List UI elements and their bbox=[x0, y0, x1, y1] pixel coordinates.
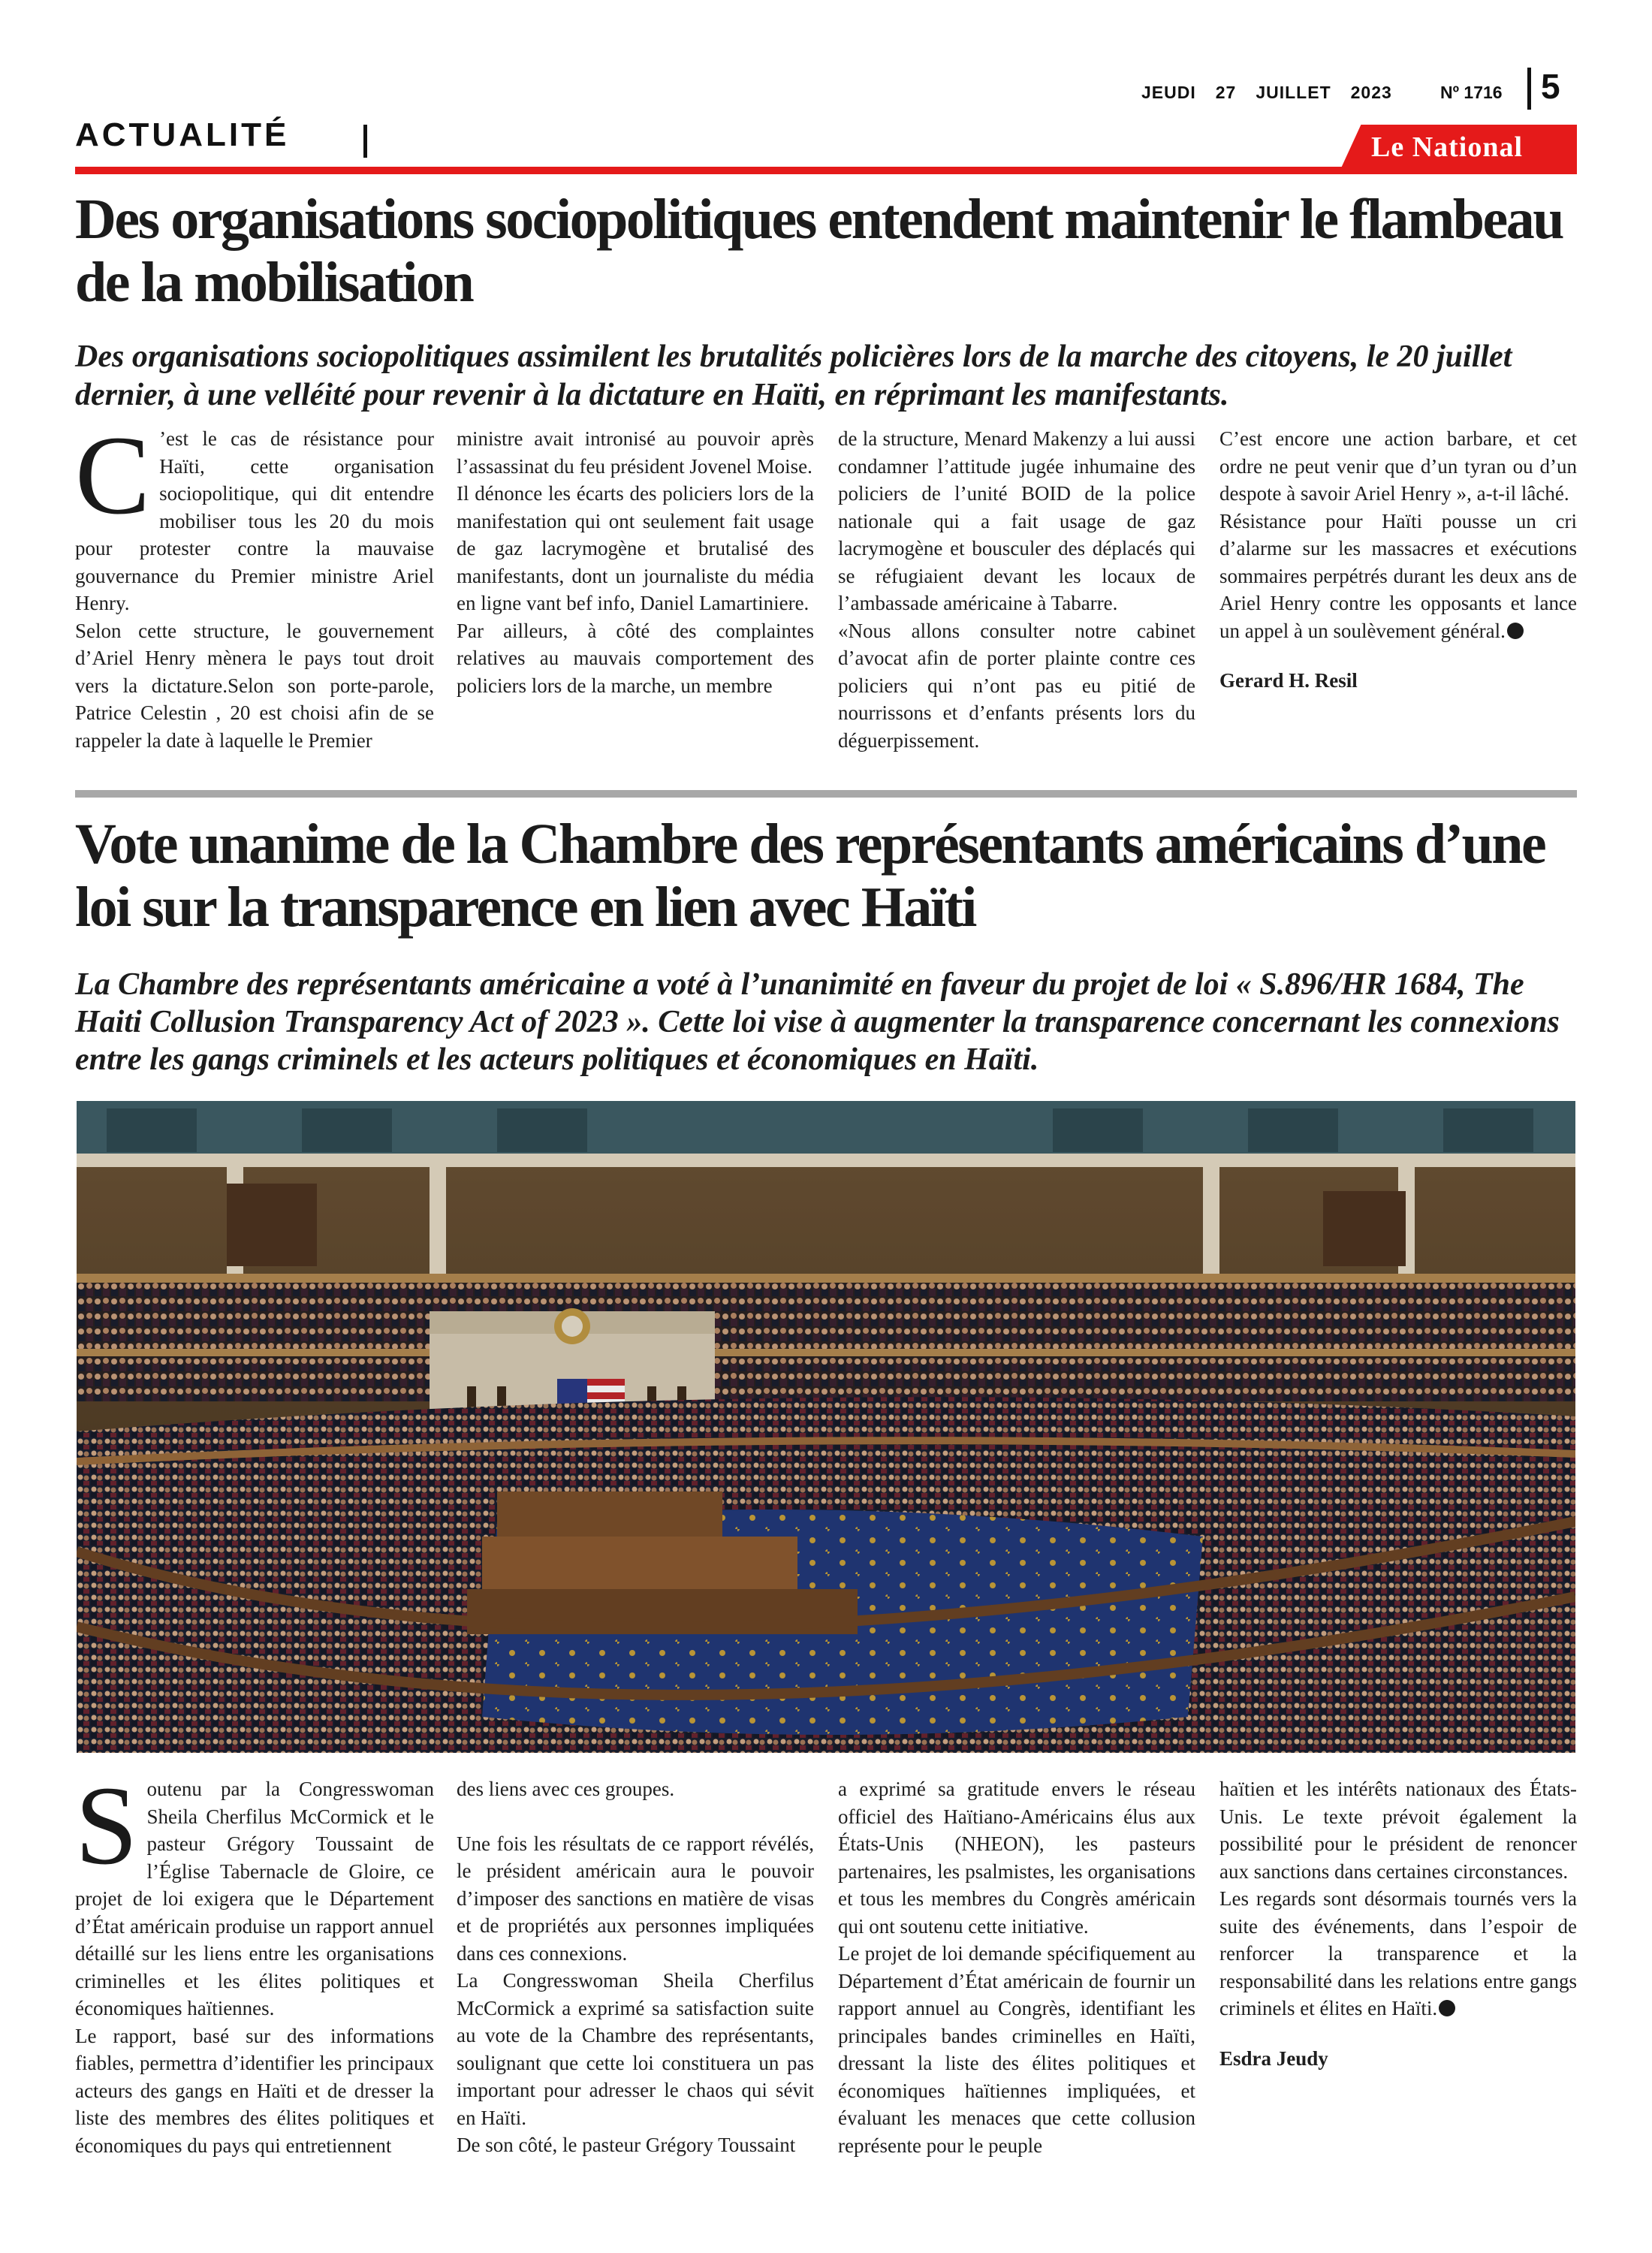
article1-column-4 bbox=[1219, 425, 1577, 695]
article1-byline: Gerard H. Resil bbox=[1219, 669, 1358, 692]
article1-column-1 bbox=[75, 413, 434, 754]
article1-lead: Des organisations sociopolitiques assimilent les brutalités policières lors de la marche des citoyens, le 20 juillet dernier, à une velléité pour revenir à la dictature en Haïti, en réprimant les manifestants. bbox=[75, 339, 1512, 412]
end-of-article-icon bbox=[1439, 2000, 1455, 2016]
page-number-divider bbox=[1527, 68, 1531, 110]
house-chamber-photo bbox=[77, 1101, 1575, 1753]
article2-headline: Vote unanime de la Chambre des représentants américains d’une loi sur la transparence en lien avec Haïti bbox=[75, 813, 1545, 939]
newspaper-brand: Le National bbox=[1371, 131, 1524, 163]
article1-column-3 bbox=[838, 425, 1195, 754]
page-number: 5 bbox=[1541, 67, 1560, 106]
article1-headline: Des organisations sociopolitiques entendent maintenir le flambeau de la mobilisation bbox=[75, 188, 1563, 314]
article2-paragraph-end bbox=[1219, 1885, 1577, 2022]
section-label: ACTUALITÉ bbox=[75, 116, 290, 153]
issue-month: JUILLET bbox=[1256, 83, 1331, 102]
article2-dropcap: S bbox=[75, 1763, 138, 1888]
issue-day: JEUDI bbox=[1141, 83, 1196, 102]
article2-col4-p1: haïtien et les intérêts nationaux des États-Unis. Le texte prévoit également la possibilité pour le président de renoncer aux sanctions dans certaines circonstances. bbox=[1219, 1778, 1577, 1883]
article1-col2-p2: Il dénonce les écarts des policiers lors de la manifestation qui ont seulement fait usage de gaz lacrymogène et brutalisé des manifestants, dont un journaliste du média en ligne vant bef info, Daniel Lamartiniere. bbox=[457, 482, 814, 614]
header-rule bbox=[75, 167, 1577, 174]
article2-col2-p3: La Congresswoman Sheila Cherfilus McCormick a exprimé sa satisfaction suite au vote de la Chambre des représentants, soulignant que cette loi constituera un pas important pour adresser le chaos qui sévit en Haïti. bbox=[457, 1969, 814, 2129]
article1-paragraph bbox=[75, 413, 434, 617]
article2-col1-p1: outenu par la Congresswoman Sheila Cherfilus McCormick et le pasteur Grégory Toussaint de l’Église Tabernacle de Gloire, ce projet de loi exigera que le Département d’État américain produise un rapport annuel détaillé sur les liens entre les organisations criminelles et les élites politiques et économiques haïtiennes. bbox=[75, 1778, 434, 2019]
article1-col4-p1: C’est encore une action barbare, et cet ordre ne peut venir que d’un tyran ou d’un despote à savoir Ariel Henry », a-t-il lâché. bbox=[1219, 427, 1577, 505]
article1-col4-p2: Résistance pour Haïti pousse un cri d’alarme sur les massacres et exécutions sommaires perpétrés durant les deux ans de Ariel Henry contre les opposants et lance un appel à un soulèvement général. bbox=[1219, 509, 1577, 642]
article2-byline: Esdra Jeudy bbox=[1219, 2046, 1328, 2070]
article1-col3-p2: «Nous allons consulter notre cabinet d’avocat afin de porter plainte contre ces policiers qui n’ont pas eu pitié de nourrissons et d’enfants présents lors du déguerpissement. bbox=[838, 619, 1195, 752]
article2-col2-p2: Une fois les résultats de ce rapport révélés, le président américain aura le pouvoir d’imposer des sanctions en matière de visas et de propriétés aux personnes impliquées dans ces connexions. bbox=[457, 1832, 814, 1965]
article2-col2-p4: De son côté, le pasteur Grégory Toussaint bbox=[457, 2134, 796, 2156]
article1-paragraph-end bbox=[1219, 508, 1577, 645]
article2-col2-p1: des liens avec ces groupes. bbox=[457, 1778, 675, 1800]
article1-col1-p2: Selon cette structure, le gouvernement d’Ariel Henry mènera le pays tout droit vers la dictature.Selon son porte-parole, Patrice Celestin , 20 est choisi afin de se rappeler la date à laquelle le Premier bbox=[75, 619, 434, 752]
article1-column-2 bbox=[457, 425, 814, 699]
article2-column-1 bbox=[75, 1763, 434, 2159]
issue-date bbox=[1141, 83, 1392, 103]
article1-col1-p1: ’est le cas de résistance pour Haïti, cette organisation sociopolitique, qui dit entendre mobiliser tous les 20 du mois pour protester contre la mauvaise gouvernance du Premier ministre Ariel Henry. bbox=[75, 427, 434, 614]
article2-col3-p2: Le projet de loi demande spécifiquement au Département d’État américain de fournir un rapport annuel au Congrès, identifiant les principales bandes criminelles en Haïti, dressant la liste des élites politiques et économiques haïtiennes impliquées, et évaluant les menaces que cette collusion représente pour le peuple bbox=[838, 1942, 1195, 2157]
article1-col2-p1: ministre avait intronisé au pouvoir après l’assassinat du feu président Jovenel Moise. bbox=[457, 427, 814, 478]
article1-col2-p3: Par ailleurs, à côté des complaintes relatives au mauvais comportement des policiers lors de la marche, un membre bbox=[457, 619, 814, 697]
article2-paragraph bbox=[75, 1763, 434, 2022]
end-of-article-icon bbox=[1507, 623, 1524, 639]
issue-year: 2023 bbox=[1350, 83, 1392, 102]
article2-lead: La Chambre des représentants américaine a voté à l’unanimité en faveur du projet de loi « S.896/HR 1684, The Haiti Collusion Transparency Act of 2023 ». Cette loi vise à augmenter la transparence concernant les connexions entre les gangs criminels et les acteurs politiques et économiques en Haïti. bbox=[75, 967, 1560, 1077]
article2-column-4 bbox=[1219, 1775, 1577, 2072]
issue-date-number: 27 bbox=[1215, 83, 1237, 102]
article1-dropcap: C bbox=[75, 413, 151, 538]
article1-col3-p1: de la structure, Menard Makenzy a lui aussi condamner l’attitude jugée inhumaine des policiers de l’unité BOID de la police nationale qui a fait usage de gaz lacrymogène et bousculer des déplacés qui se réfugiaient devant les locaux de l’ambassade américaine à Tabarre. bbox=[838, 427, 1195, 614]
issue-number: Nº 1716 bbox=[1440, 83, 1503, 102]
article2-column-2 bbox=[457, 1775, 814, 2159]
house-chamber-illustration bbox=[77, 1101, 1575, 1753]
article-divider bbox=[75, 790, 1577, 798]
article2-col4-p2: Les regards sont désormais tournés vers la suite des événements, dans l’espoir de renforcer la transparence et la responsabilité dans les relations entre gangs criminels et élites en Haïti. bbox=[1219, 1887, 1577, 2019]
section-divider bbox=[363, 125, 367, 158]
article2-col1-p2: Le rapport, basé sur des informations fiables, permettra d’identifier les principaux acteurs des gangs en Haïti et de dresser la liste des membres des élites politiques et économiques du pays qui entretiennent bbox=[75, 2024, 434, 2157]
article2-col3-p1: a exprimé sa gratitude envers le réseau officiel des Haïtiano-Américains élus aux États-Unis (NHEON), les pasteurs partenaires, les psalmistes, les organisations et tous les membres du Congrès américain qui ont soutenu cette initiative. bbox=[838, 1778, 1195, 1938]
article2-column-3 bbox=[838, 1775, 1195, 2159]
